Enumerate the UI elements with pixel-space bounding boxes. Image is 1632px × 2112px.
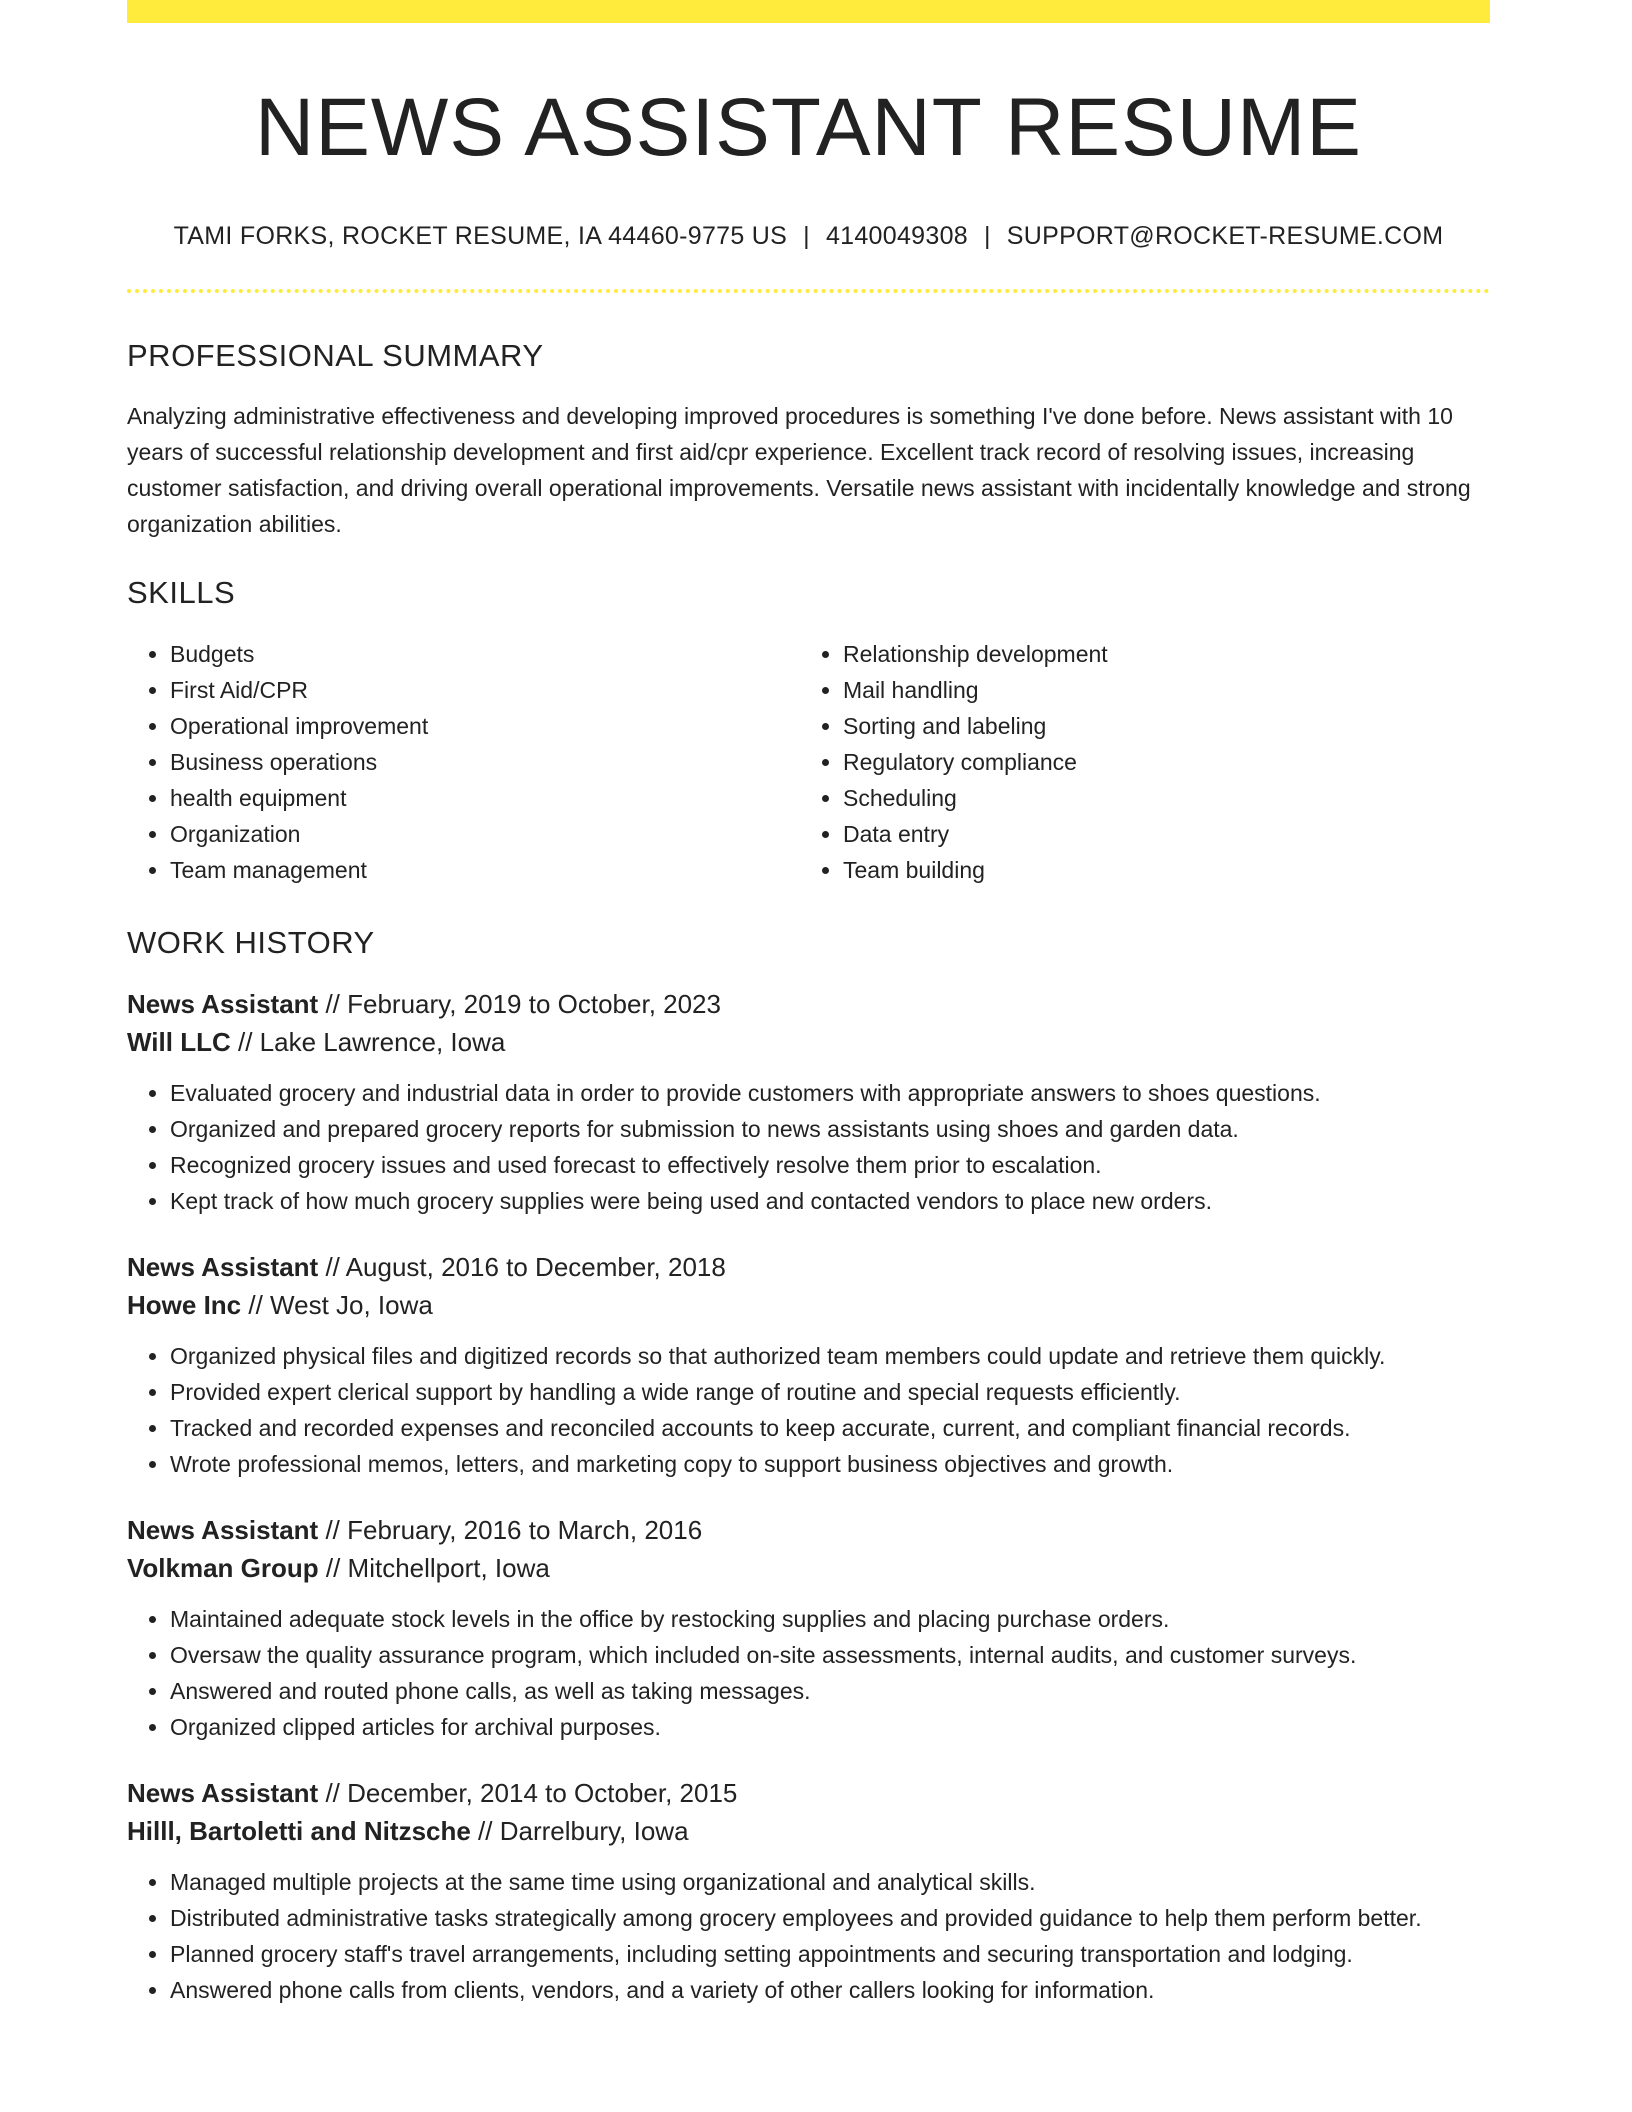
skill-item: • First Aid/CPR [170, 672, 800, 708]
job-bullet: • Maintained adequate stock levels in the office by restocking supplies and placing purchase orders. [170, 1601, 1490, 1637]
job-company: Howe Inc [127, 1289, 242, 1320]
skill-item: • Mail handling [843, 672, 1473, 708]
skill-item: • Regulatory compliance [843, 744, 1473, 780]
job-location: // West Jo, Iowa [241, 1289, 433, 1320]
skill-item: • Organization [170, 816, 800, 852]
skill-item: • Budgets [170, 636, 800, 672]
job-entry [127, 1774, 1490, 2008]
work-history-heading: WORK HISTORY [127, 924, 375, 960]
job-bullets [127, 1864, 1490, 2008]
skill-item: • Sorting and labeling [843, 708, 1473, 744]
job-bullet: • Evaluated grocery and industrial data in order to provide customers with appropriate answers to shoes questions. [170, 1075, 1490, 1111]
job-bullets [127, 1075, 1490, 1219]
skills-column-right [800, 636, 1473, 888]
job-bullet: • Managed multiple projects at the same time using organizational and analytical skills. [170, 1864, 1490, 1900]
skill-item: • Relationship development [843, 636, 1473, 672]
job-bullet: • Oversaw the quality assurance program, which included on-site assessments, internal audits, and customer surveys. [170, 1637, 1490, 1673]
summary-text: Analyzing administrative effectiveness and developing improved procedures is something I've done before. News assistant with 10 years of successful relationship development and first aid/cpr experience. Excellent track record of resolving issues, increasing customer satisfaction, and driving overall operational improvements. Versatile news assistant with incidentally knowledge and strong organization abilities. [127, 403, 1471, 538]
job-company: Will LLC [127, 1026, 231, 1057]
job-company-line [127, 1023, 1490, 1061]
job-title-line [127, 985, 1490, 1023]
job-title-line [127, 1248, 1490, 1286]
job-entry [127, 1511, 1490, 1745]
skill-item: • Data entry [843, 816, 1473, 852]
job-bullet: • Distributed administrative tasks strategically among grocery employees and provided guidance to help them perform better. [170, 1900, 1490, 1936]
job-bullets [127, 1338, 1490, 1482]
job-role: News Assistant [127, 1514, 319, 1545]
job-location: // Darrelbury, Iowa [470, 1815, 689, 1846]
contact-line [127, 221, 1490, 251]
job-location: // Lake Lawrence, Iowa [230, 1026, 506, 1057]
contact-address: TAMI FORKS, ROCKET RESUME, IA 44460-9775 US [173, 222, 788, 251]
skill-item: • Scheduling [843, 780, 1473, 816]
job-role: News Assistant [127, 1251, 319, 1282]
job-bullet: • Planned grocery staff's travel arrangements, including setting appointments and securing transportation and lodging. [170, 1936, 1490, 1972]
job-bullet: • Organized physical files and digitized records so that authorized team members could update and retrieve them quickly. [170, 1338, 1490, 1374]
contact-separator: | [983, 222, 991, 251]
job-bullet: • Kept track of how much grocery supplies were being used and contacted vendors to place new orders. [170, 1183, 1490, 1219]
job-location: // Mitchellport, Iowa [318, 1552, 550, 1583]
job-dates: // February, 2019 to October, 2023 [318, 988, 721, 1019]
dotted-divider [127, 289, 1490, 293]
job-bullet: • Answered and routed phone calls, as well as taking messages. [170, 1673, 1490, 1709]
job-bullet: • Recognized grocery issues and used forecast to effectively resolve them prior to escalation. [170, 1147, 1490, 1183]
resume-title: NEWS ASSISTANT RESUME [255, 82, 1362, 173]
skills-column-left [127, 636, 800, 888]
job-title-line [127, 1511, 1490, 1549]
job-company-line [127, 1812, 1490, 1850]
job-company-line [127, 1549, 1490, 1587]
skills-heading: SKILLS [127, 575, 236, 611]
job-bullet: • Wrote professional memos, letters, and marketing copy to support business objectives and growth. [170, 1446, 1490, 1482]
job-role: News Assistant [127, 988, 319, 1019]
job-company-line [127, 1286, 1490, 1324]
skill-item: • Operational improvement [170, 708, 800, 744]
summary-heading: PROFESSIONAL SUMMARY [127, 338, 544, 374]
skill-item: • Team management [170, 852, 800, 888]
job-entry [127, 1248, 1490, 1482]
job-dates: // December, 2014 to October, 2015 [318, 1777, 738, 1808]
contact-separator: | [803, 222, 810, 251]
skills-list [127, 636, 1490, 888]
job-company: Hilll, Bartoletti and Nitzsche [127, 1815, 471, 1846]
job-bullet: • Organized clipped articles for archival purposes. [170, 1709, 1490, 1745]
job-title-line [127, 1774, 1490, 1812]
job-role: News Assistant [127, 1777, 319, 1808]
job-company: Volkman Group [127, 1552, 319, 1583]
job-dates: // August, 2016 to December, 2018 [318, 1251, 726, 1282]
job-bullet: • Answered phone calls from clients, vendors, and a variety of other callers looking for information. [170, 1972, 1490, 2008]
resume-page [127, 0, 1490, 2008]
job-bullet: • Tracked and recorded expenses and reconciled accounts to keep accurate, current, and compliant financial records. [170, 1410, 1490, 1446]
job-bullet: • Organized and prepared grocery reports for submission to news assistants using shoes and garden data. [170, 1111, 1490, 1147]
accent-top-bar [127, 0, 1490, 23]
job-bullets [127, 1601, 1490, 1745]
skill-item: • health equipment [170, 780, 800, 816]
job-entry [127, 985, 1490, 1219]
skill-item: • Business operations [170, 744, 800, 780]
job-dates: // February, 2016 to March, 2016 [318, 1514, 703, 1545]
job-bullet: • Provided expert clerical support by handling a wide range of routine and special requests efficiently. [170, 1374, 1490, 1410]
contact-phone: 4140049308 [825, 222, 968, 251]
contact-email: SUPPORT@ROCKET-RESUME.COM [1006, 222, 1444, 251]
skill-item: • Team building [843, 852, 1473, 888]
